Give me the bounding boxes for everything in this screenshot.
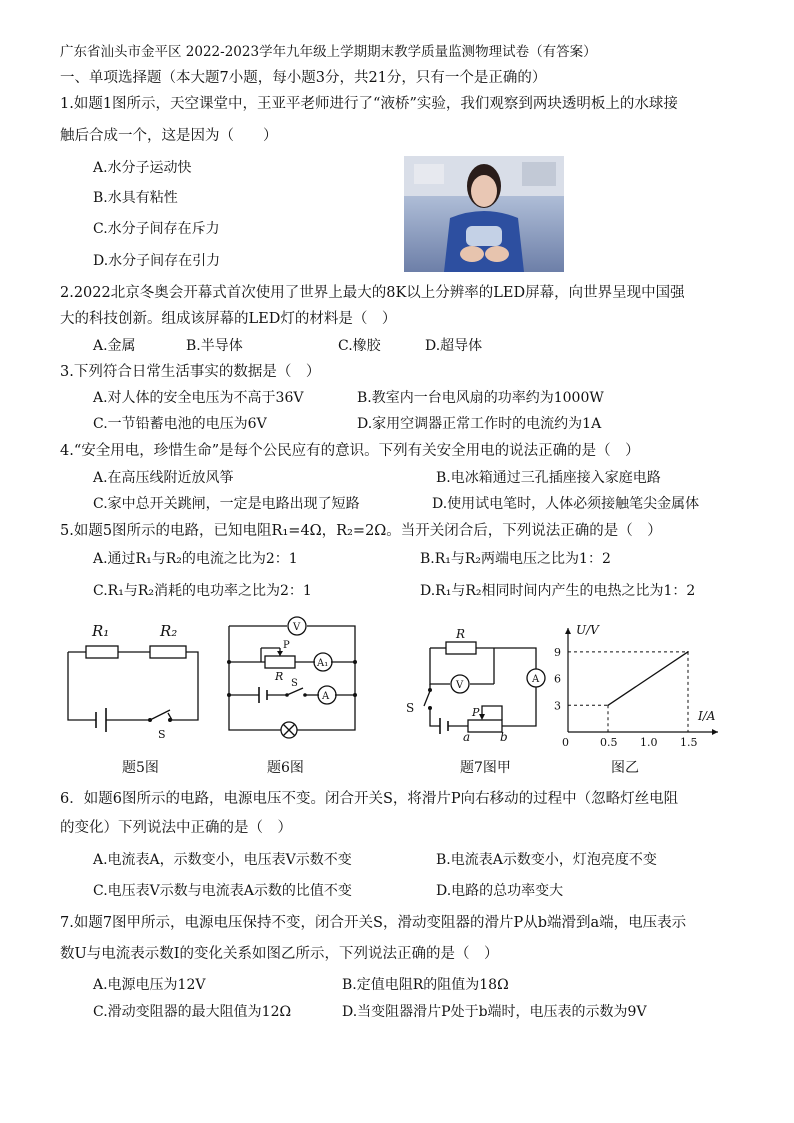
fig6-ammeter1-label: A₁	[317, 658, 329, 669]
question-7-line-2: 数U与电流表示数I的变化关系如图乙所示，下列说法正确的是（ ）	[60, 946, 499, 962]
fig6-slider-label: P	[283, 640, 290, 651]
q6-option-c: C.电压表V示数与电流表A示数的比值不变	[93, 883, 352, 899]
q6-option-a: A.电流表A，示数变小，电压表V示数不变	[93, 852, 352, 868]
question-6-line-2: 的变化）下列说法中正确的是（ ）	[60, 820, 292, 836]
figure-7b-chart	[554, 620, 728, 750]
figure-7a-caption: 题7图甲	[460, 760, 511, 776]
figure-6-caption: 题6图	[267, 760, 304, 776]
figure-7a-circuit	[402, 624, 550, 746]
q7-option-d: D.当变阻器滑片P处于b端时，电压表的示数为9V	[342, 1004, 647, 1020]
q1-option-b: B.水具有粘性	[93, 190, 178, 206]
liquid-bridge-photo	[404, 156, 564, 272]
q2-option-a: A.金属	[93, 338, 136, 354]
fig5-r1-label: R₁	[92, 622, 110, 640]
question-5-line-1: 5.如题5图所示的电路，已知电阻R₁=4Ω，R₂=2Ω。当开关闭合后，下列说法正确的是（ ）	[60, 523, 662, 539]
q4-option-b: B.电冰箱通过三孔插座接入家庭电路	[436, 470, 661, 486]
q7-option-c: C.滑动变阻器的最大阻值为12Ω	[93, 1004, 292, 1020]
q2-option-b: B.半导体	[186, 338, 243, 354]
fig6-rheostat-label: R	[275, 670, 284, 683]
q5-option-b: B.R₁与R₂两端电压之比为1：2	[420, 551, 611, 567]
fig7-slider-label: P	[472, 706, 480, 719]
q3-option-c: C.一节铅蓄电池的电压为6V	[93, 416, 267, 432]
fig7-resistor-label: R	[456, 627, 466, 641]
question-4-line-1: 4.“安全用电，珍惜生命”是每个公民应有的意识。下列有关安全用电的说法正确的是（ ）	[60, 443, 640, 459]
q5-option-c: C.R₁与R₂消耗的电功率之比为2：1	[93, 583, 312, 599]
q6-option-d: D.电路的总功率变大	[436, 883, 564, 899]
q5-option-d: D.R₁与R₂相同时间内产生的电热之比为1：2	[420, 583, 696, 599]
question-6-line-1: 6．如题6图所示的电路，电源电压不变。闭合开关S，将滑片P向右移动的过程中（忽略灯丝电阻	[60, 791, 679, 807]
q2-option-c: C.橡胶	[338, 338, 381, 354]
q5-option-a: A.通过R₁与R₂的电流之比为2：1	[93, 551, 298, 567]
section-heading: 一、单项选择题（本大题7小题，每小题3分，共21分，只有一个是正确的）	[60, 70, 547, 86]
fig6-switch-label: S	[291, 678, 298, 689]
x-axis-label: I/A	[698, 709, 716, 723]
fig7-voltmeter-label: V	[456, 680, 464, 691]
question-2-line-1: 2.2022北京冬奥会开幕式首次使用了世界上最大的8K以上分辨率的LED屏幕，向世界呈现中国强	[60, 285, 685, 301]
question-3-line-1: 3.下列符合日常生活事实的数据是（ ）	[60, 364, 321, 380]
q3-option-d: D.家用空调器正常工作时的电流约为1A	[357, 416, 602, 432]
series-line	[608, 652, 688, 705]
q4-option-d: D.使用试电笔时，人体必须接触笔尖金属体	[432, 496, 700, 512]
q1-option-a: A.水分子运动快	[93, 160, 192, 176]
q7-option-b: B.定值电阻R的阻值为18Ω	[342, 977, 509, 993]
q1-option-c: C.水分子间存在斥力	[93, 221, 220, 237]
fig7-switch-label: S	[406, 701, 415, 715]
q1-option-d: D.水分子间存在引力	[93, 253, 221, 269]
y-axis-label: U/V	[576, 623, 599, 637]
fig5-switch-label: S	[158, 728, 166, 741]
data-point	[687, 651, 689, 653]
figure-6-circuit	[225, 618, 360, 740]
x-tick-label: 1.5	[680, 736, 698, 749]
fig7-ammeter-label: A	[532, 674, 540, 685]
figure-7b-caption: 图乙	[611, 760, 639, 776]
q6-option-b: B.电流表A示数变小，灯泡亮度不变	[436, 852, 657, 868]
data-point	[607, 704, 609, 706]
question-1-line-1: 1.如题1图所示，天空课堂中，王亚平老师进行了“液桥”实验，我们观察到两块透明板上的水球接	[60, 96, 678, 112]
fig6-ammeter-label: A	[322, 691, 330, 702]
x-tick-label: 1.0	[640, 736, 658, 749]
fig6-voltmeter-label: V	[293, 622, 301, 633]
x-tick-label: 0	[562, 736, 569, 749]
q2-option-d: D.超导体	[425, 338, 483, 354]
question-1-line-2: 触后合成一个，这是因为（ ）	[60, 128, 278, 144]
fig5-r2-label: R₂	[160, 622, 178, 640]
x-tick-label: 0.5	[600, 736, 618, 749]
y-tick-label: 3	[554, 699, 561, 713]
fig7-end-b-label: b	[500, 730, 508, 744]
q4-option-a: A.在高压线附近放风筝	[93, 470, 234, 486]
q3-option-a: A.对人体的安全电压为不高于36V	[93, 390, 304, 406]
y-tick-label: 9	[554, 645, 561, 659]
q4-option-c: C.家中总开关跳闸，一定是电路出现了短路	[93, 496, 360, 512]
page-title: 广东省汕头市金平区 2022-2023学年九年级上学期期末教学质量监测物理试卷（有答案）	[60, 44, 597, 60]
question-7-line-1: 7.如题7图甲所示，电源电压保持不变，闭合开关S，滑动变阻器的滑片P从b端滑到a端，电压表示	[60, 915, 687, 931]
y-tick-label: 6	[554, 672, 561, 686]
q7-option-a: A.电源电压为12V	[93, 977, 206, 993]
figure-5-circuit	[60, 616, 205, 741]
question-2-line-2: 大的科技创新。组成该屏幕的LED灯的材料是（ ）	[60, 311, 397, 327]
q3-option-b: B.教室内一台电风扇的功率约为1000W	[357, 390, 604, 406]
fig7-end-a-label: a	[463, 730, 471, 744]
figure-5-caption: 题5图	[122, 760, 159, 776]
